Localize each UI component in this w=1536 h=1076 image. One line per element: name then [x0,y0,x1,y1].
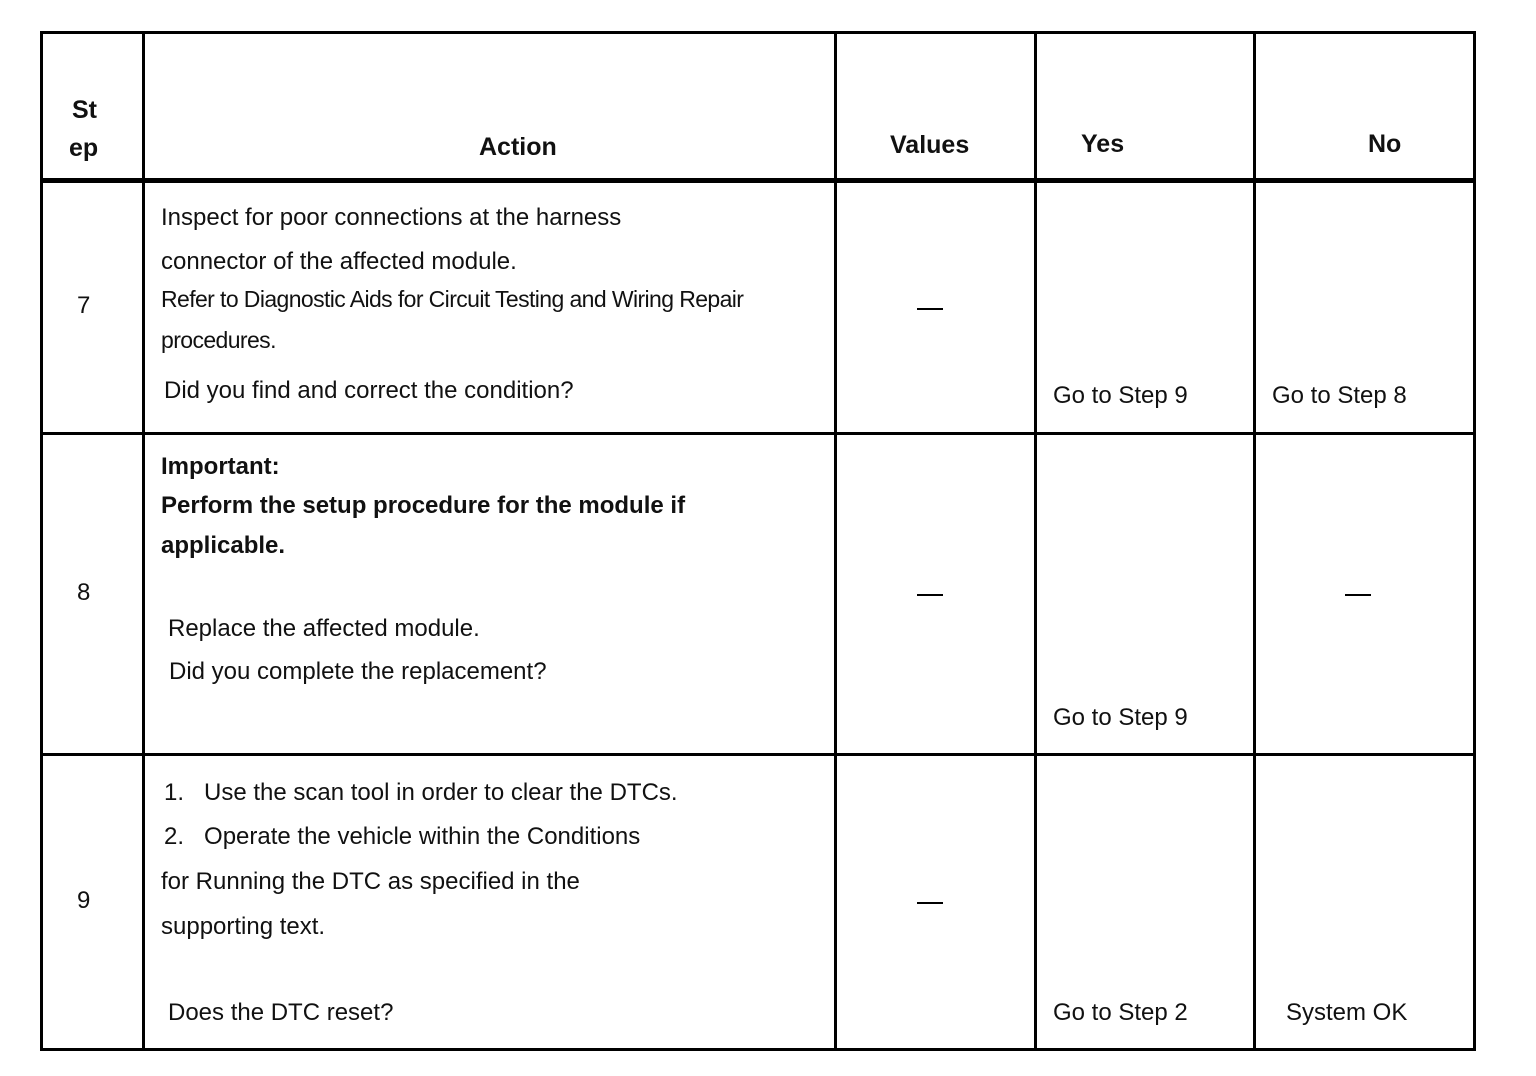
yes-action: Go to Step 2 [1053,999,1188,1026]
header-yes: Yes [1081,130,1125,158]
action-text: connector of the affected module. [161,248,517,275]
values-dash [917,902,943,904]
yes-action: Go to Step 9 [1053,704,1188,731]
action-text: supporting text. [161,913,326,940]
step-number: 9 [77,887,91,914]
header-action: Action [479,133,557,161]
action-text: Refer to Diagnostic Aids for Circuit Testing and Wiring Repair [161,286,744,312]
values-dash [917,594,943,596]
column-divider [834,31,837,1051]
action-question: Does the DTC reset? [168,999,394,1026]
header-step-line1: St [72,96,97,124]
action-step-2: 2. Operate the vehicle within the Conditions [164,823,641,850]
column-divider [1034,31,1037,1051]
action-text: for Running the DTC as specified in the [161,868,580,895]
table-border-right [1473,31,1476,1051]
action-text: Inspect for poor connections at the harness [161,204,622,231]
column-divider [1253,31,1256,1051]
important-label: Important: [161,453,280,480]
action-text: Replace the affected module. [168,615,480,642]
table-border-top [40,31,1476,34]
step-number: 7 [77,292,91,319]
row-divider [40,432,1476,435]
action-step-1: 1. Use the scan tool in order to clear the DTCs. [164,779,678,806]
table-border-left [40,31,43,1051]
action-question: Did you find and correct the condition? [164,377,574,404]
header-values: Values [890,131,970,159]
values-dash [917,308,943,310]
action-question: Did you complete the replacement? [169,658,547,685]
diagnostic-table [40,31,1476,1051]
action-text: procedures. [161,327,276,353]
no-dash [1345,594,1371,596]
step-number: 8 [77,579,91,606]
header-step-line2: ep [69,134,99,162]
important-note: applicable. [161,532,286,559]
header-divider [40,178,1476,183]
row-divider [40,753,1476,756]
yes-action: Go to Step 9 [1053,382,1188,409]
no-action: System OK [1286,999,1408,1026]
important-note: Perform the setup procedure for the module if [161,492,686,519]
header-no: No [1368,130,1402,158]
table-border-bottom [40,1048,1476,1051]
no-action: Go to Step 8 [1272,382,1407,409]
column-divider [142,31,145,1051]
